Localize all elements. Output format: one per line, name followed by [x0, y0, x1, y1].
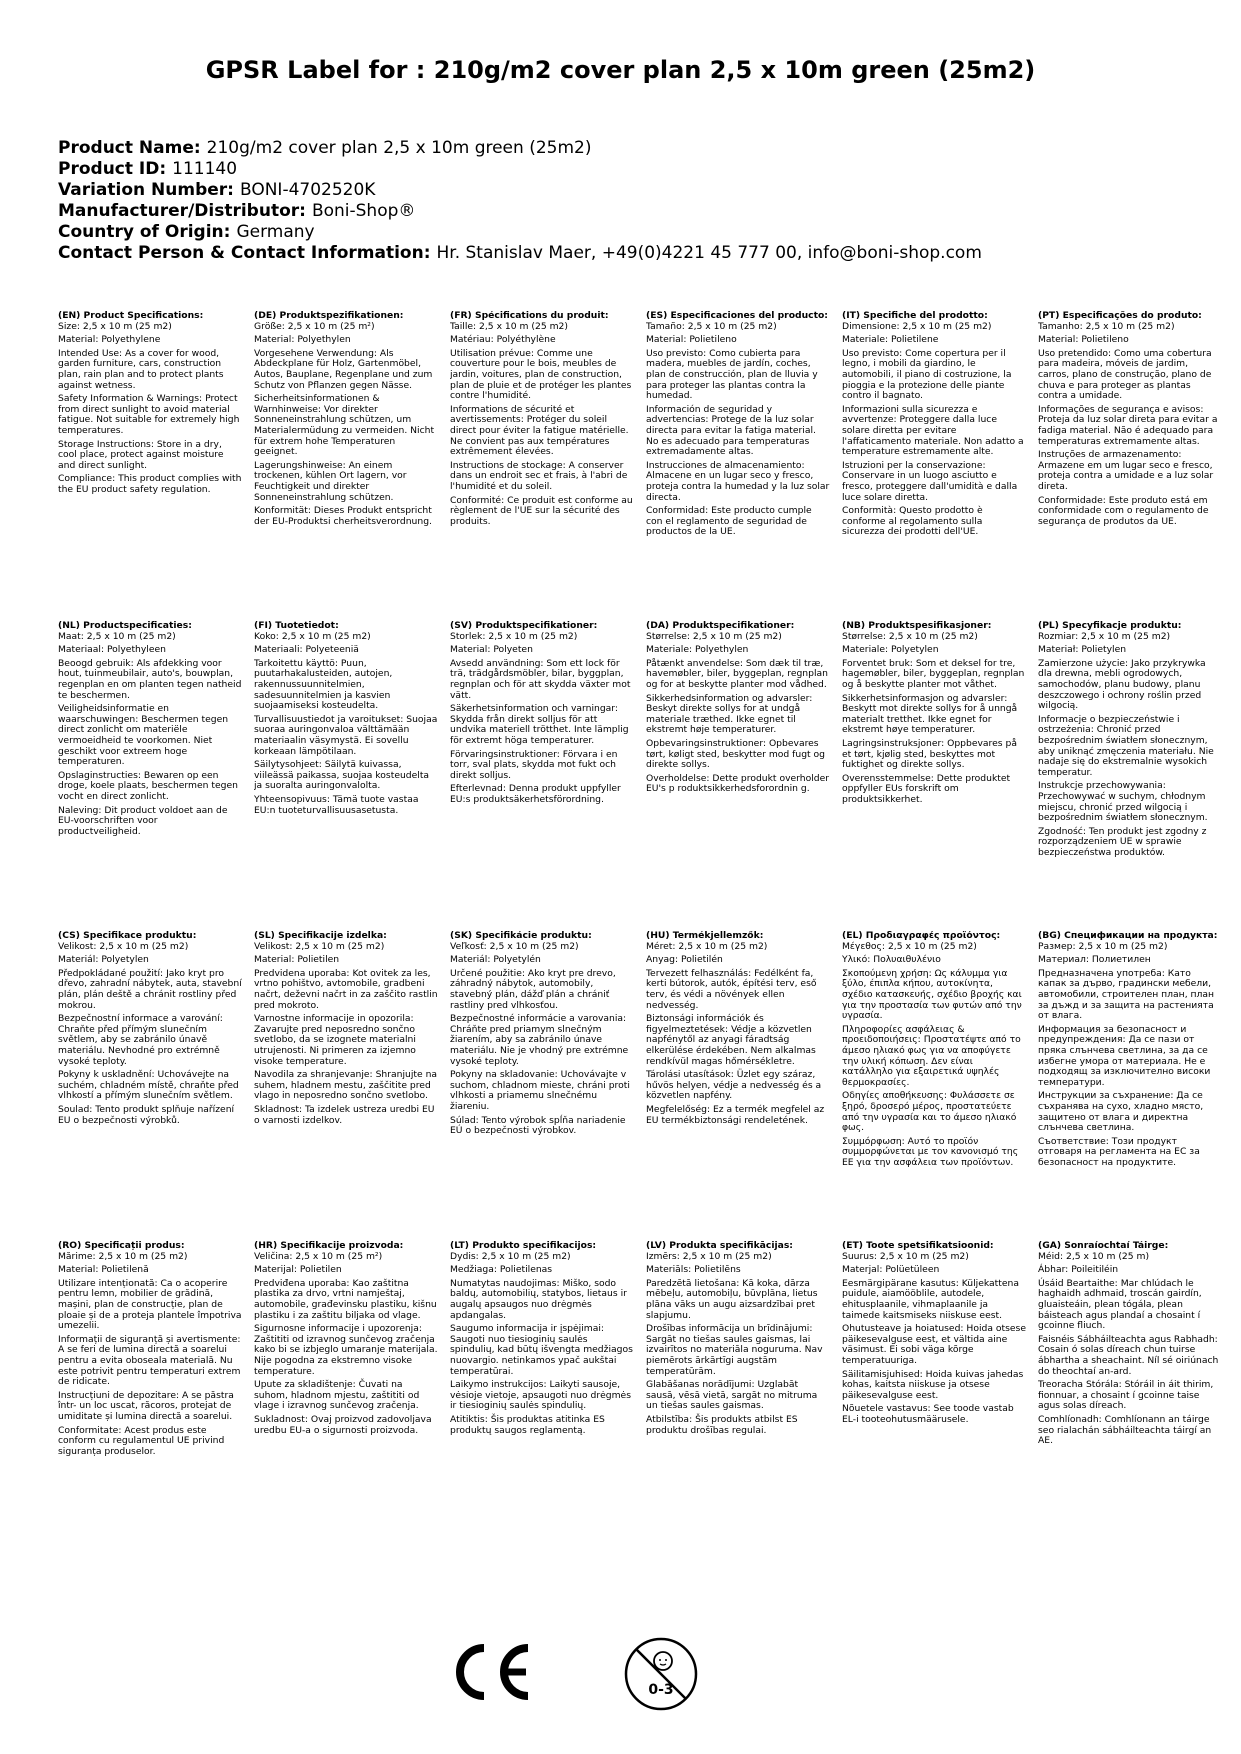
spec-paragraph: Πληροφορίες ασφάλειας & προειδοποιήσεις: Προστατέψτε από το άμεσο ηλιακό φως για να αποφύγετε την υλική κόπωση. Δεν είναι κατάλληλο για εξαιρετικά υψηλές θερμοκρασίες.: [842, 1023, 1021, 1088]
spec-paragraph: Storlek: 2,5 x 10 m (25 m2): [450, 630, 578, 642]
spec-paragraph: Tamaño: 2,5 x 10 m (25 m2): [646, 320, 777, 332]
spec-paragraph: Veličina: 2,5 x 10 m (25 m²): [254, 1250, 383, 1262]
spec-paragraph: Taille: 2,5 x 10 m (25 m2): [450, 320, 568, 332]
spec-paragraph: Informații de siguranță și avertismente: A se feri de lumina directă a soarelui pentru a evita oboseala materială. Nu este potrivit pentru temperaturi extrem de ridicate.: [58, 1333, 241, 1388]
info-value: BONI-4702520K: [239, 180, 376, 200]
spec-paragraph: Méid: 2,5 x 10 m (25 m): [1038, 1250, 1150, 1262]
page-title: GPSR Label for : 210g/m2 cover plan 2,5 x 10m green (25m2): [205, 56, 1036, 84]
spec-heading: (HU) Termékjellemzők:: [646, 931, 764, 941]
spec-block: [646, 1241, 836, 1551]
spec-heading: (NB) Produktspesifikasjoner:: [842, 621, 992, 631]
spec-paragraph: Istruzioni per la conservazione: Conservare in un luogo asciutto e fresco, proteggere dall'umidità e dalla luce solare diretta.: [842, 459, 1018, 503]
spec-paragraph: Predviđena uporaba: Kao zaštitna plastika za drvo, vrtni namještaj, automobile, građevinsku plastiku, kišnu plastiku i za zaštitu biljaka od vlage.: [254, 1277, 437, 1321]
spec-paragraph: Atitiktis: Šis produktas atitinka ES produktų saugos reglamentą.: [450, 1413, 605, 1436]
spec-paragraph: Laikymo instrukcijos: Laikyti sausoje, vėsioje vietoje, apsaugoti nuo drėgmės ir tiesioginių saulės spindulių.: [450, 1379, 631, 1412]
spec-block: [254, 621, 444, 931]
spec-paragraph: Soulad: Tento produkt splňuje nařízení EU o bezpečnosti výrobků.: [58, 1103, 235, 1126]
spec-paragraph: Utilizare intenționată: Ca o acoperire pentru lemn, mobilier de grădină, mașini, plan de construcție, plan de ploaie și de a proteja plantele împotriva umezelii.: [58, 1277, 242, 1332]
spec-paragraph: Uso previsto: Come copertura per il legno, i mobili da giardino, le automobili, il piano di costruzione, la pioggia e la protezione delle piante contro il bagnato.: [842, 347, 1012, 402]
spec-paragraph: Atbilstība: Šis produkts atbilst ES produktu drošības regulai.: [646, 1413, 798, 1436]
spec-block: [1038, 931, 1228, 1241]
spec-paragraph: Naleving: Dit product voldoet aan de EU-voorschriften voor productveiligheid.: [58, 804, 228, 837]
spec-heading: (PT) Especificações do produto:: [1038, 311, 1202, 321]
spec-paragraph: Instrucciones de almacenamiento: Almacene en un lugar seco y fresco, proteja contra la humedad y la luz solar directa.: [646, 459, 830, 503]
spec-paragraph: Größe: 2,5 x 10 m (25 m²): [254, 320, 375, 332]
spec-paragraph: Tamanho: 2,5 x 10 m (25 m2): [1038, 320, 1175, 332]
spec-heading: (SK) Špecifikácie produktu:: [450, 931, 592, 941]
info-label: Contact Person & Contact Information:: [58, 243, 431, 263]
info-value: Boni-Shop®: [311, 201, 416, 221]
spec-paragraph: Úsáid Beartaithe: Mar chlúdach le haghaidh adhmaid, troscán gairdín, gluaisteáin, plean tógála, plean báisteach agus plandaí a chosaint í gcoinne fliuch.: [1038, 1277, 1202, 1332]
spec-paragraph: Velikost: 2,5 x 10 m (25 m2): [254, 940, 385, 952]
spec-paragraph: Materiał: Polietylen: [1038, 644, 1127, 656]
spec-paragraph: Conformité: Ce produit est conforme au règlement de l'UE sur la sécurité des produits.: [450, 494, 633, 527]
spec-paragraph: Paredzētā lietošana: Kā koka, dārza mēbeļu, automobiļu, būvplāna, lietus plāna vāks un augu aizsardzībai pret slapjumu.: [646, 1277, 818, 1321]
spec-paragraph: Informações de segurança e avisos: Proteja da luz solar direta para evitar a fadiga material. Não é adequado para temperaturas extremamente altas.: [1038, 403, 1218, 447]
spec-paragraph: Treoracha Stórála: Stóráil in áit thirim, fionnuar, a chosaint í gcoinne taise agus solas díreach.: [1038, 1379, 1214, 1412]
spec-heading: (IT) Specifiche del prodotto:: [842, 311, 988, 321]
spec-paragraph: Numatytas naudojimas: Miško, sodo baldų, automobilių, statybos, lietaus ir augalų apsaugos nuo drėgmės apdangalas.: [450, 1277, 627, 1321]
spec-block: [58, 1241, 248, 1551]
spec-paragraph: Compliance: This product complies with the EU product safety regulation.: [58, 473, 242, 495]
spec-paragraph: Určené použitie: Ako kryt pre drevo, záhradný nábytok, automobily, stavebný plán, dážď plán a chrániť rastliny pred vlhkosťou.: [450, 967, 616, 1011]
spec-paragraph: Tervezett felhasználás: Fedélként fa, kerti bútorok, autók, építési terv, eső terv, és védi a növények ellen nedvesség.: [646, 967, 817, 1011]
spec-paragraph: Предназначена употреба: Като капак за дърво, градински мебели, автомобили, строителен план, план за дъжд и за защита на растенията от влага.: [1038, 967, 1215, 1022]
info-label: Manufacturer/Distributor:: [58, 201, 306, 221]
spec-heading: (DA) Produktspecifikationer:: [646, 621, 795, 631]
spec-paragraph: Ábhar: Poileitiléin: [1038, 1264, 1119, 1276]
spec-paragraph: Tarkoitettu käyttö: Puun, puutarhakalusteiden, autojen, rakennussuunnitelmien, sadesuunnitelmien ja kasvien suojaamiseksi kosteudelta.: [254, 657, 393, 712]
spec-paragraph: Turvallisuustiedot ja varoitukset: Suojaa suoraa auringonvaloa välttämään materiaalin väsymystä. Ei sovellu korkeaan lämpötilaan.: [254, 713, 438, 757]
spec-paragraph: Nõuetele vastavus: See toode vastab EL-i tooteohutusmäärusele.: [842, 1403, 1014, 1425]
spec-paragraph: Zgodność: Ten produkt jest zgodny z rozporządzeniem UE w sprawie bezpieczeństwa produktów.: [1038, 825, 1207, 858]
spec-paragraph: Velikost: 2,5 x 10 m (25 m2): [58, 940, 189, 952]
spec-paragraph: Comhlíonadh: Comhlíonann an táirge seo rialachán sábháilteachta táirgí an AE.: [1038, 1413, 1212, 1447]
spec-paragraph: Koko: 2,5 x 10 m (25 m2): [254, 630, 371, 642]
spec-paragraph: Størrelse: 2,5 x 10 m (25 m2): [646, 630, 782, 642]
spec-paragraph: Informations de sécurité et avertissements: Protéger du soleil direct pour éviter la fatigue matérielle. Ne convient pas aux températures extrêmement élevées.: [450, 403, 629, 458]
spec-heading: (FR) Spécifications du produit:: [450, 311, 609, 321]
spec-paragraph: Maat: 2,5 x 10 m (25 m2): [58, 630, 176, 642]
spec-block: [450, 311, 640, 621]
spec-block: [58, 621, 248, 931]
spec-paragraph: Материал: Полиетилен: [1038, 954, 1151, 966]
spec-block: [450, 1241, 640, 1551]
spec-paragraph: Συμμόρφωση: Αυτό το προϊόν συμμορφώνεται με τον κανονισμό της ΕΕ για την ασφάλεια των προϊόντων.: [842, 1135, 1019, 1168]
spec-block: [1038, 311, 1228, 621]
spec-paragraph: Megfelelőség: Ez a termék megfelel az EU termékbiztonsági rendeletének.: [646, 1103, 825, 1126]
spec-paragraph: Materiaali: Polyeteeniä: [254, 644, 359, 656]
spec-paragraph: Размер: 2,5 x 10 m (25 m2): [1038, 940, 1168, 952]
spec-heading: (DE) Produktspezifikationen:: [254, 311, 404, 321]
spec-paragraph: Υλικό: Πολυαιθυλένιο: [842, 954, 941, 966]
spec-paragraph: Upute za skladištenje: Čuvati na suhom, hladnom mjestu, zaštititi od vlage i izravnog sunčevog zračenja.: [254, 1379, 420, 1412]
spec-paragraph: Sicherheitsinformationen & Warnhinweise: Vor direkter Sonneneinstrahlung schützen, um Materialermüdung zu vermeiden. Nicht für extrem hohe Temperaturen geeignet.: [254, 393, 435, 458]
spec-paragraph: Sukladnost: Ovaj proizvod zadovoljava uredbu EU-a o sigurnosti proizvoda.: [254, 1413, 432, 1436]
spec-paragraph: Säilytysohjeet: Säilytä kuivassa, viileässä paikassa, suojaa kosteudelta ja suoralta auringonvalolta.: [254, 759, 430, 792]
spec-paragraph: Storage Instructions: Store in a dry, cool place, protect against moisture and direct sunlight.: [58, 438, 224, 471]
language-spec-grid: [58, 311, 1219, 1551]
spec-paragraph: Uso pretendido: Como uma cobertura para madeira, móveis de jardim, carros, plano de construção, plano de chuva e para proteger as plantas contra a umidade.: [1038, 347, 1212, 402]
spec-paragraph: Glabāšanas norādījumi: Uzglabāt sausā, vēsā vietā, sargāt no mitruma un tiešas saules gaismas.: [646, 1379, 818, 1412]
spec-paragraph: Forventet bruk: Som et deksel for tre, hagemøbler, biler, byggeplan, regnplan og å beskytte planter mot våthet.: [842, 657, 1025, 690]
spec-paragraph: Instrukcje przechowywania: Przechowywać w suchym, chłodnym miejscu, chronić przed wilgocią i bezpośrednim światłem słonecznym.: [1038, 780, 1208, 824]
spec-paragraph: Materiale: Polyethylen: [646, 644, 749, 656]
spec-paragraph: Opbevaringsinstruktioner: Opbevares tørt, køligt sted, beskytter mod fugt og direkte sollys.: [646, 737, 826, 771]
spec-block: [842, 1241, 1032, 1551]
spec-paragraph: Materijal: Polietilen: [254, 1264, 342, 1276]
spec-heading: (SL) Specifikacije izdelka:: [254, 931, 387, 941]
spec-heading: (EL) Προδιαγραφές προϊόντος:: [842, 931, 1001, 941]
spec-paragraph: Předpokládané použití: Jako kryt pro dřevo, zahradní nábytek, auta, stavební plán, plán deště a chránit rostliny před mokrou.: [58, 967, 242, 1011]
compliance-logos: [0, 1636, 1241, 1726]
spec-paragraph: Lagerungshinweise: An einem trockenen, kühlen Ort lagern, vor Feuchtigkeit und direkter Sonneneinstrahlung schützen.: [254, 459, 407, 503]
spec-paragraph: Veľkosť: 2,5 x 10 m (25 m2): [450, 940, 579, 952]
info-value: 210g/m2 cover plan 2,5 x 10m green (25m2): [206, 138, 592, 158]
info-row: [58, 138, 1198, 159]
spec-block: [842, 621, 1032, 931]
spec-paragraph: Μέγεθος: 2,5 x 10 m (25 m2): [842, 940, 977, 952]
spec-heading: (PL) Specyfikacje produktu:: [1038, 621, 1182, 631]
spec-paragraph: Lagringsinstruksjoner: Oppbevares på et tørt, kjølig sted, beskyttes mot fuktighet og direkte sollys.: [842, 737, 1017, 771]
spec-paragraph: Conformitate: Acest produs este conform cu regulamentul UE privind siguranța produselor.: [58, 1424, 225, 1457]
spec-block: [646, 931, 836, 1241]
spec-paragraph: Medžiaga: Polietilenas: [450, 1264, 553, 1276]
spec-paragraph: Eesmärgipärane kasutus: Küljekattena puidule, aiamööblile, autodele, ehitusplaanile, vihmaplaanile ja taimede kaitsmiseks niiskuse eest.: [842, 1277, 1019, 1321]
spec-paragraph: Size: 2,5 x 10 m (25 m2): [58, 320, 172, 332]
spec-paragraph: Conformidad: Este producto cumple con el reglamento de seguridad de productos de la UE.: [646, 505, 812, 538]
spec-paragraph: Mărime: 2,5 x 10 m (25 m2): [58, 1250, 188, 1262]
spec-paragraph: Sikkerhetsinformasjon og advarsler: Beskytt mot direkte sollys for å unngå materialt tretthet. Ikke egnet for ekstremt høye temperaturer.: [842, 692, 1018, 736]
spec-heading: (GA) Sonraíochtaí Táirge:: [1038, 1241, 1169, 1251]
spec-paragraph: Materiale: Polietilene: [842, 334, 939, 346]
spec-block: [58, 931, 248, 1241]
spec-paragraph: Yhteensopivuus: Tämä tuote vastaa EU:n tuoteturvallisuusasetusta.: [254, 793, 419, 816]
spec-paragraph: Anyag: Polietilén: [646, 954, 723, 966]
spec-heading: (ES) Especificaciones del producto:: [646, 311, 828, 321]
spec-paragraph: Beoogd gebruik: Als afdekking voor hout, tuinmeubilair, auto's, bouwplan, regenplan en om planten tegen natheid te beschermen.: [58, 657, 242, 701]
spec-block: [254, 931, 444, 1241]
info-row: [58, 243, 1198, 264]
spec-paragraph: Avsedd användning: Som ett lock för trä, trädgårdsmöbler, bilar, byggplan, regnplan och för att skydda växter mot vätt.: [450, 657, 631, 701]
spec-block: [254, 311, 444, 621]
spec-paragraph: Biztonsági információk és figyelmeztetések: Védje a közvetlen napfénytől az anyagi fáradtság elkerülése érdekében. Nem alkalmas rendkívül magas hőmérsékletre.: [646, 1013, 816, 1067]
spec-paragraph: Materiál: Polyetylen: [58, 954, 149, 966]
spec-paragraph: Material: Polietileno: [646, 334, 737, 346]
spec-heading: (ET) Toote spetsifikatsioonid:: [842, 1241, 994, 1251]
spec-paragraph: Materiaal: Polyethyleen: [58, 644, 166, 656]
spec-paragraph: Material: Polietileno: [1038, 334, 1129, 346]
spec-paragraph: Súlad: Tento výrobok spĺňa nariadenie EÚ o bezpečnosti výrobkov.: [450, 1114, 626, 1137]
spec-heading: (LV) Produkta specifikācijas:: [646, 1241, 793, 1251]
not-suitable-age-0-3-icon: [623, 1636, 699, 1712]
spec-paragraph: Instruções de armazenamento: Armazene em um lugar seco e fresco, proteja contra a umidade e a luz solar direta.: [1038, 449, 1214, 492]
spec-paragraph: Bezpečnostné informácie a varovania: Chráňte pred priamym slnečným žiarením, aby sa zabránilo únave materiálu. Nie je vhodný pre extrémne vysoké teploty.: [450, 1013, 629, 1067]
spec-paragraph: Predvidena uporaba: Kot ovitek za les, vrtno pohištvo, avtomobile, gradbeni načrt, deževni načrt in za zaščito rastlin pred mokroto.: [254, 967, 438, 1011]
spec-paragraph: Overholdelse: Dette produkt overholder EU's p roduktsikkerhedsforordnin g.: [646, 772, 830, 795]
spec-paragraph: Información de seguridad y advertencias: Protege de la luz solar directa para evitar la fatiga material. No es adecuado para temperaturas extremadamente altas.: [646, 403, 816, 458]
info-label: Product Name:: [58, 138, 201, 158]
spec-paragraph: Konformität: Dieses Produkt entspricht der EU-Produktsi cherheitsverordnung.: [254, 505, 432, 527]
spec-paragraph: Safety Information & Warnings: Protect from direct sunlight to avoid material fatigue. Not suitable for extremely high temperatures.: [58, 393, 240, 436]
spec-paragraph: Sigurnosne informacije i upozorenja: Zaštititi od izravnog sunčevog zračenja kako bi se izbjeglo umaranje materijala. Nije pogodna za ekstremno visoke temperature.: [254, 1323, 438, 1377]
spec-paragraph: Navodila za shranjevanje: Shranjujte na suhem, hladnem mestu, zaščitite pred vlago in neposredno sončno svetlobo.: [254, 1069, 438, 1102]
spec-block: [450, 931, 640, 1241]
spec-paragraph: Tárolási utasítások: Üzlet egy száraz, hűvös helyen, védje a nedvesség és a közvetlen napfény.: [646, 1069, 822, 1102]
spec-paragraph: Förvaringsinstruktioner: Förvara i en torr, sval plats, skydda mot fukt och direkt solljus.: [450, 748, 618, 781]
spec-paragraph: Инструкции за съхранение: Да се съхранява на сухо, хладно място, защитено от влага и директна слънчева светлина.: [1038, 1090, 1204, 1134]
spec-paragraph: Material: Polyethylene: [58, 334, 161, 346]
spec-paragraph: Material: Polietilen: [254, 954, 340, 966]
spec-paragraph: Οδηγίες αποθήκευσης: Φυλάσσετε σε ξηρό, δροσερό μέρος, προστατεύετε από την υγρασία και το άμεσο ηλιακό φως.: [842, 1090, 1017, 1134]
spec-paragraph: Dydis: 2,5 x 10 m (25 m2): [450, 1250, 571, 1262]
spec-paragraph: Saugumo informacija ir įspėjimai: Saugoti nuo tiesioginių saulės spindulių, kad būtų išvengta medžiagos nuovargio. netinkamos ypač aukštai temperatūrai.: [450, 1323, 633, 1377]
spec-block: [254, 1241, 444, 1551]
spec-paragraph: Informacje o bezpieczeństwie i ostrzeżenia: Chronić przed bezpośrednim światłem słonecznym, aby uniknąć zmęczenia materiału. Nie nadaje się do ekstremalnie wysokich temperatur.: [1038, 713, 1214, 778]
spec-paragraph: Efterlevnad: Denna produkt uppfyller EU:s produktsäkerhetsförordning.: [450, 783, 621, 805]
spec-heading: (LT) Produkto specifikacijos:: [450, 1241, 597, 1251]
spec-paragraph: Ohutusteave ja hoiatused: Hoida otsese päikesevalguse eest, et vältida aine väsimust. Ei sobi väga kõrge temperatuuriga.: [842, 1323, 1026, 1366]
ce-marking-icon: [448, 1642, 532, 1702]
spec-paragraph: Materiál: Polyetylén: [450, 954, 541, 966]
info-row: [58, 222, 1198, 243]
spec-paragraph: Material: Polietilenă: [58, 1264, 149, 1276]
spec-block: [58, 311, 248, 621]
spec-paragraph: Opslaginstructies: Bewaren op een droge, koele plaats, beschermen tegen vocht en direct zonlicht.: [58, 769, 238, 802]
info-label: Variation Number:: [58, 180, 234, 200]
spec-paragraph: Intended Use: As a cover for wood, garden furniture, cars, construction plan, rain plan and to protect plants against wetness.: [58, 347, 224, 391]
spec-block: [646, 311, 836, 621]
age-range-label: 0-3: [648, 1682, 674, 1698]
spec-paragraph: Utilisation prévue: Comme une couverture pour le bois, meubles de jardin, voitures, plan de construction, plan de pluie et de protéger les plantes contre l'humidité.: [450, 347, 632, 402]
spec-heading: (RO) Specificații produs:: [58, 1241, 185, 1251]
spec-paragraph: Dimensione: 2,5 x 10 m (25 m2): [842, 320, 992, 332]
spec-paragraph: Pokyny k uskladnění: Uchovávejte na suchém, chladném místě, chraňte před vlhkostí a přímým slunečním světlem.: [58, 1069, 239, 1102]
spec-paragraph: Veiligheidsinformatie en waarschuwingen: Beschermen tegen direct zonlicht om materiële vermoeidheid te voorkomen. Niet geschikt voor extreem hoge temperaturen.: [58, 703, 229, 768]
spec-paragraph: Méret: 2,5 x 10 m (25 m2): [646, 940, 768, 952]
info-row: [58, 201, 1198, 222]
spec-paragraph: Faisnéis Sábháilteachta agus Rabhadh: Cosain ó solas díreach chun tuirse ábhartha a sheachaint. Níl sé oiriúnach do theochtaí an-ard.: [1038, 1333, 1219, 1377]
spec-paragraph: Uso previsto: Como cubierta para madera, muebles de jardín, coches, plan de construcción, plan de lluvia y para proteger las plantas contra la humedad.: [646, 347, 818, 402]
spec-block: [646, 621, 836, 931]
info-label: Product ID:: [58, 159, 167, 179]
spec-block: [1038, 1241, 1228, 1551]
spec-block: [842, 931, 1032, 1241]
spec-heading: (BG) Спецификации на продукта:: [1038, 931, 1218, 941]
spec-paragraph: Rozmiar: 2,5 x 10 m (25 m2): [1038, 630, 1171, 642]
spec-paragraph: Materjal: Polüetüleen: [842, 1264, 940, 1276]
spec-paragraph: Informazioni sulla sicurezza e avvertenze: Proteggere dalla luce solare diretta per evitare l'affaticamento materiale. Non adatto a temperature estremamente alte.: [842, 403, 1024, 458]
spec-paragraph: Съответствие: Този продукт отговаря на регламента на ЕС за безопасност на продуктите.: [1038, 1135, 1200, 1168]
spec-paragraph: Material: Polyethylen: [254, 334, 351, 346]
spec-paragraph: Sikkerhedsinformation og advarsler: Beskyt direkte sollys for at undgå materiale træthed. Ikke egnet til ekstremt høje temperaturer.: [646, 692, 813, 736]
spec-block: [450, 621, 640, 931]
spec-block: [842, 311, 1032, 621]
spec-paragraph: Drošības informācija un brīdinājumi: Sargāt no tiešas saules gaismas, lai izvairītos no materiāla noguruma. Nav piemērots ārkārtīgi augstām temperatūrām.: [646, 1323, 823, 1377]
info-value: Germany: [236, 222, 315, 242]
spec-paragraph: Materiāls: Polietilēns: [646, 1264, 741, 1276]
spec-paragraph: Suurus: 2,5 x 10 m (25 m2): [842, 1250, 969, 1262]
spec-paragraph: Информация за безопасност и предупреждения: Да се пази от пряка слънчева светлина, за да се избегне умора от материала. Не е подходящ за изключително високи температури.: [1038, 1023, 1211, 1088]
info-value: Hr. Stanislav Maer, +49(0)4221 45 777 00, info@boni-shop.com: [436, 243, 982, 263]
spec-heading: (EN) Product Specifications:: [58, 311, 204, 321]
spec-block: [1038, 621, 1228, 931]
spec-heading: (FI) Tuotetiedot:: [254, 621, 339, 631]
spec-paragraph: Matériau: Polyéthylène: [450, 334, 556, 346]
spec-paragraph: Bezpečnostní informace a varování: Chraňte před přímým slunečním světlem, aby se zabránilo únavě materiálu. Nevhodné pro extrémně vysoké teploty.: [58, 1013, 223, 1067]
spec-paragraph: Conformità: Questo prodotto è conforme al regolamento sulla sicurezza dei prodotti dell'UE.: [842, 505, 983, 538]
info-value: 111140: [172, 159, 238, 179]
spec-paragraph: Säkerhetsinformation och varningar: Skydda från direkt solljus för att undvika materiell trötthet. Inte lämplig för extremt höga temperaturer.: [450, 703, 629, 746]
spec-paragraph: Σκοπούμενη χρήση: Ως κάλυμμα για ξύλο, έπιπλα κήπου, αυτοκίνητα, σχέδιο κατασκευής, σχέδιο βροχής και για την προστασία των φυτών από την υγρασία.: [842, 967, 1022, 1022]
spec-paragraph: Pokyny na skladovanie: Uchovávajte v suchom, chladnom mieste, chráni proti vlhkosti a priamemu slnečnému žiareniu.: [450, 1069, 630, 1112]
info-row: [58, 180, 1198, 201]
spec-paragraph: Conformidade: Este produto está em conformidade com o regulamento de segurança de produtos da UE.: [1038, 494, 1209, 527]
spec-heading: (SV) Produktspecifikationer:: [450, 621, 598, 631]
spec-heading: (NL) Productspecificaties:: [58, 621, 192, 631]
spec-paragraph: Material: Polyeten: [450, 644, 533, 656]
spec-paragraph: Materiale: Polyetylen: [842, 644, 939, 656]
spec-paragraph: Påtænkt anvendelse: Som dæk til træ, havemøbler, biler, byggeplan, regnplan og for at beskytte planter mod vådhed.: [646, 657, 828, 690]
spec-paragraph: Vorgesehene Verwendung: Als Abdeckplane für Holz, Gartenmöbel, Autos, Bauplane, Regenplane und zum Schutz von Pflanzen gegen Nässe.: [254, 347, 433, 391]
spec-paragraph: Skladnost: Ta izdelek ustreza uredbi EU o varnosti izdelkov.: [254, 1103, 435, 1126]
spec-heading: (CS) Specifikace produktu:: [58, 931, 197, 941]
spec-paragraph: Zamierzone użycie: Jako przykrywka dla drewna, mebli ogrodowych, samochodów, planu budowy, planu deszczowego i ochrony roślin przed wilgocią.: [1038, 657, 1206, 712]
info-label: Country of Origin:: [58, 222, 231, 242]
spec-paragraph: Varnostne informacije in opozorila: Zavarujte pred neposredno sončno svetlobo, da se izognete materialni utrujenosti. Ni primeren za izjemno visoke temperature.: [254, 1013, 416, 1067]
spec-paragraph: Instructions de stockage: A conserver dans un endroit sec et frais, à l'abri de l'humidité et du soleil.: [450, 459, 628, 492]
spec-paragraph: Størrelse: 2,5 x 10 m (25 m2): [842, 630, 978, 642]
product-info: [58, 138, 1198, 264]
spec-paragraph: Säilitamisjuhised: Hoida kuivas jahedas kohas, kaitsta niiskuse ja otsese päikesevalguse eest.: [842, 1368, 1024, 1401]
spec-heading: (HR) Specifikacije proizvoda:: [254, 1241, 404, 1251]
spec-paragraph: Overensstemmelse: Dette produktet oppfyller EUs forskrift om produktsikkerhet.: [842, 772, 1011, 805]
spec-paragraph: Izmērs: 2,5 x 10 m (25 m2): [646, 1250, 772, 1262]
info-row: [58, 159, 1198, 180]
spec-paragraph: Instrucțiuni de depozitare: A se păstra într- un loc uscat, răcoros, protejat de umiditate și lumina directă a soarelui.: [58, 1389, 234, 1422]
